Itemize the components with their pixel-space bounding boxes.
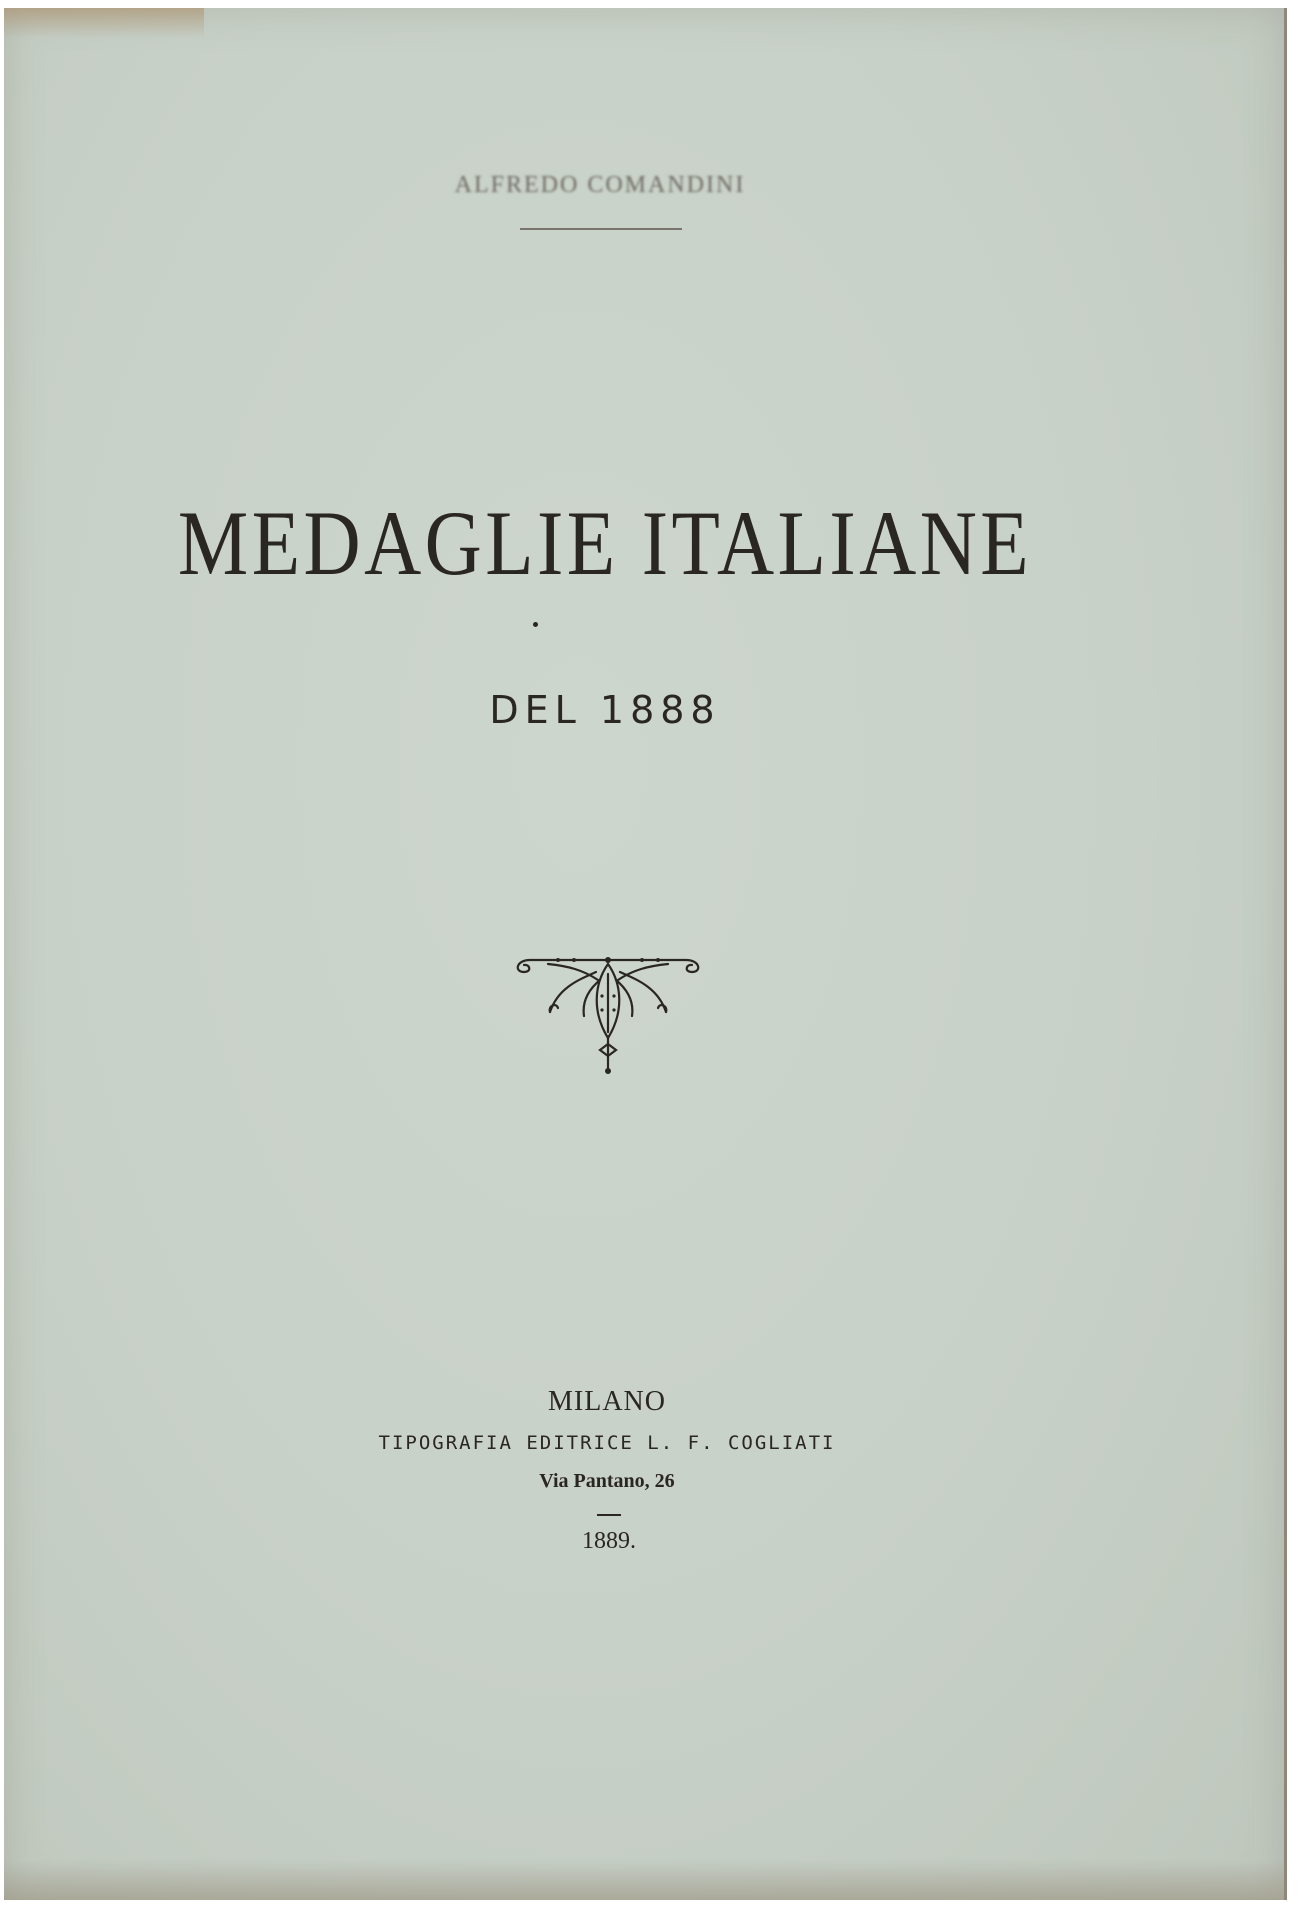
book-title: MEDAGLIE ITALIANE bbox=[177, 492, 1033, 594]
book-subtitle: DEL 1888 bbox=[489, 688, 721, 732]
cover-wear bbox=[4, 1860, 1284, 1900]
ornament-icon bbox=[508, 950, 708, 1075]
cover-stain bbox=[4, 8, 204, 38]
publisher-name: TIPOGRAFIA EDITRICE L. F. COGLIATI bbox=[378, 1432, 836, 1454]
author-rule bbox=[520, 228, 682, 230]
author-name: ALFREDO COMANDINI bbox=[454, 172, 746, 198]
year-rule bbox=[597, 1514, 621, 1516]
publication-year: 1889. bbox=[582, 1528, 636, 1554]
publication-city: MILANO bbox=[548, 1386, 666, 1417]
publisher-address: Via Pantano, 26 bbox=[539, 1470, 675, 1492]
title-dot bbox=[533, 622, 538, 627]
